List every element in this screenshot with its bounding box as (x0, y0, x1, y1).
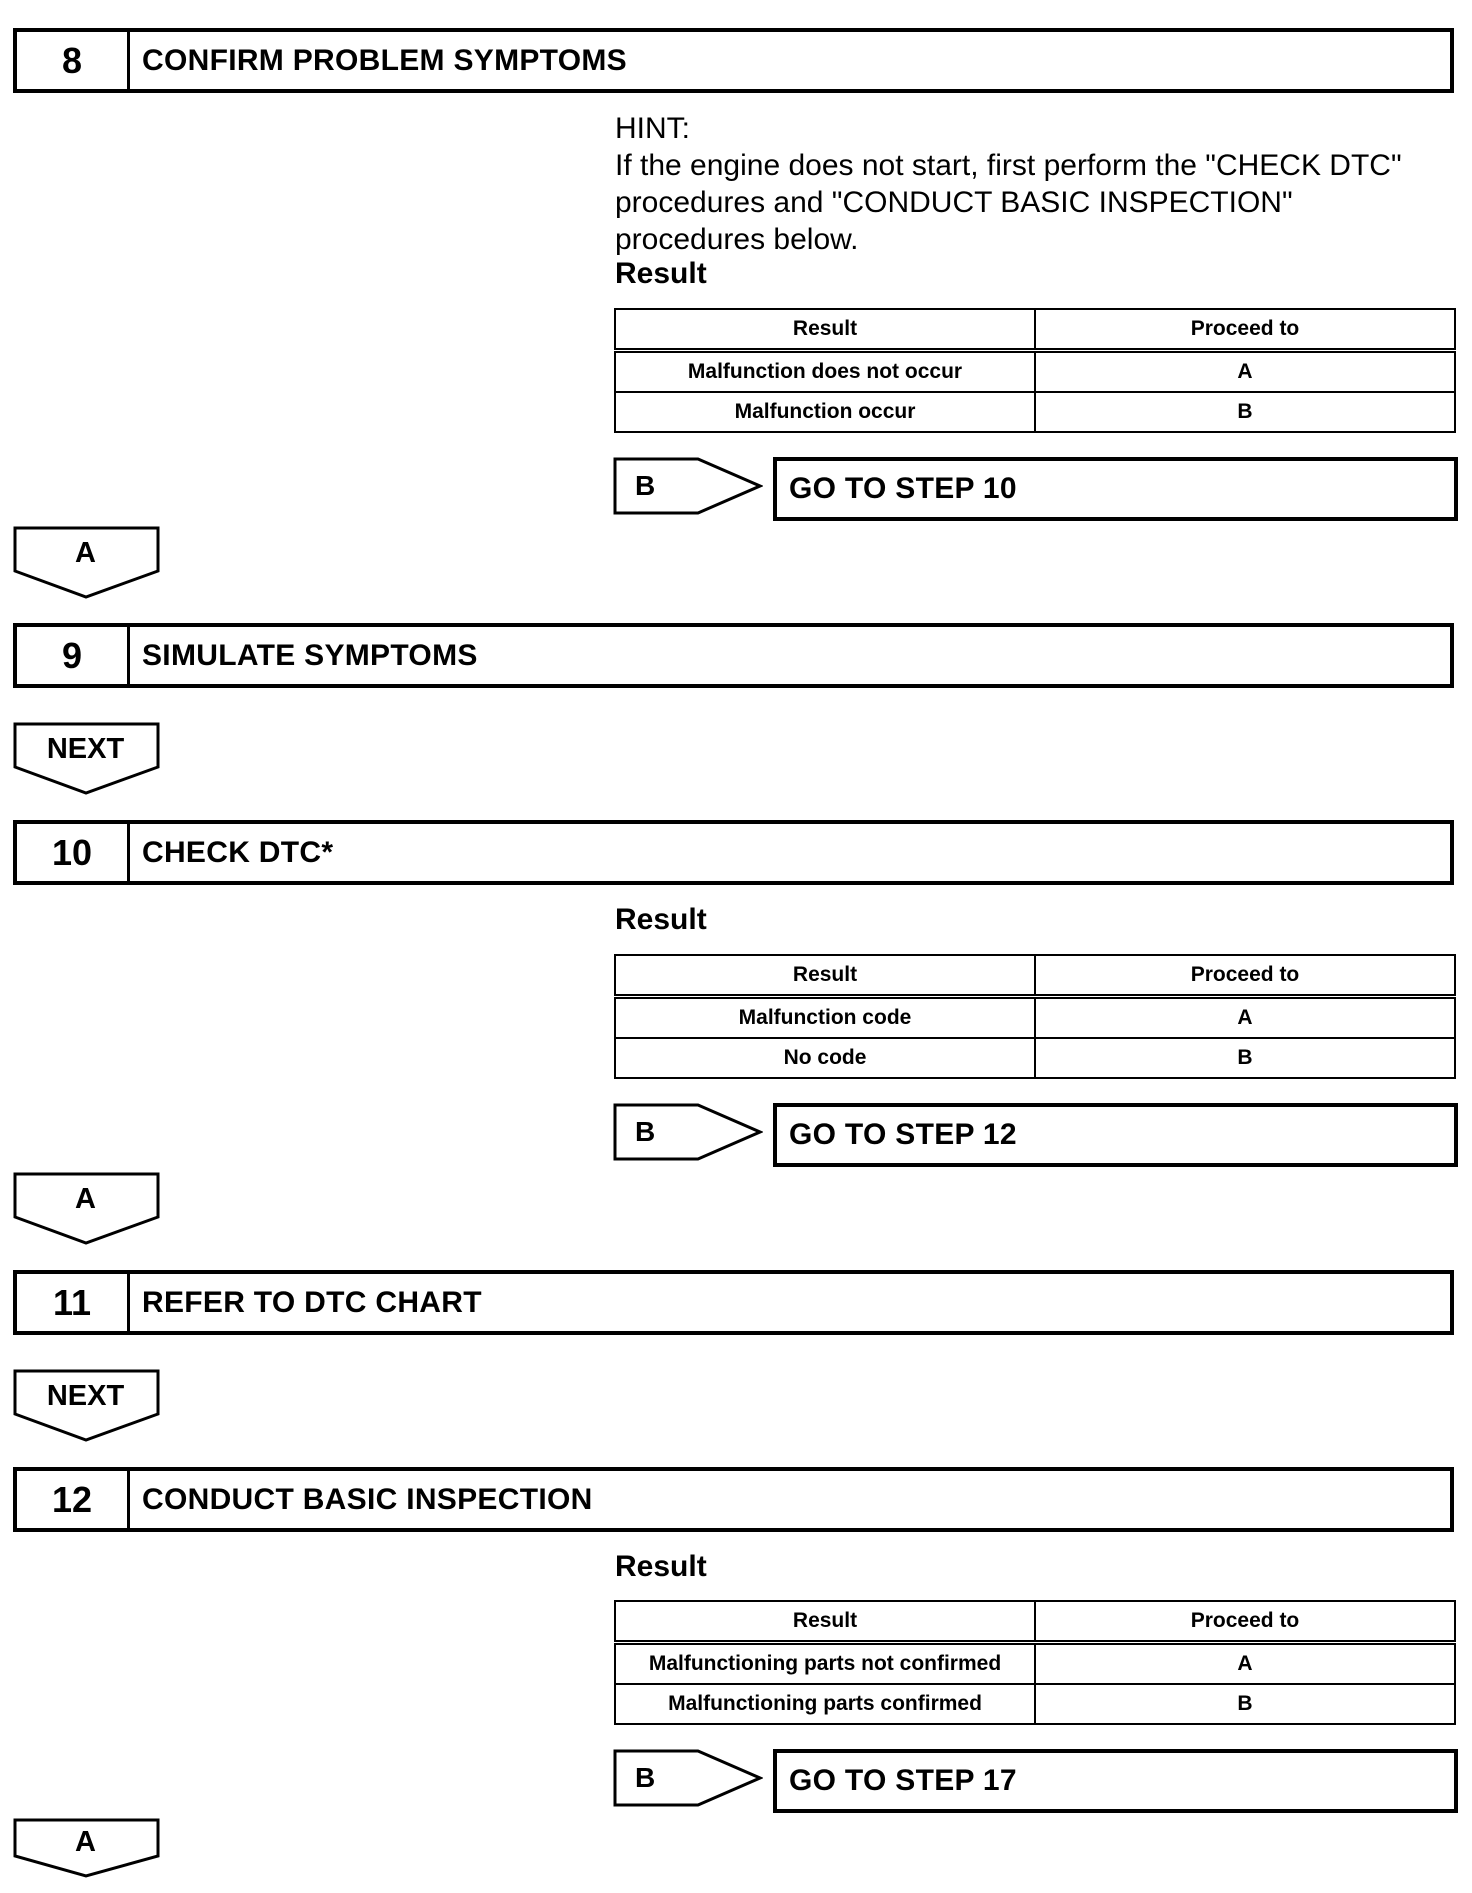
step-8-header (13, 28, 1454, 93)
table-row (615, 392, 1455, 432)
result-heading: Result (615, 1550, 707, 1583)
flow-label: A (75, 1183, 96, 1215)
result-cell: Malfunction does not occur (615, 351, 1035, 393)
hint-label: HINT: (615, 112, 690, 145)
table-row (615, 1643, 1455, 1685)
flow-label: NEXT (46, 733, 125, 765)
flow-label: A (75, 1826, 96, 1858)
step-number: 10 (17, 824, 130, 881)
step-title: CONDUCT BASIC INSPECTION (142, 1482, 593, 1516)
result-cell: No code (615, 1038, 1035, 1078)
proceed-cell: A (1035, 997, 1455, 1039)
table-row (615, 997, 1455, 1039)
step-number: 11 (17, 1274, 130, 1331)
result-cell: Malfunctioning parts confirmed (615, 1684, 1035, 1724)
result-cell: Malfunction code (615, 997, 1035, 1039)
branch-letter: B (635, 1116, 656, 1147)
go-to-step-box: GO TO STEP 10 (773, 457, 1458, 521)
branch-letter: B (635, 1762, 656, 1793)
proceed-cell: B (1035, 1038, 1455, 1078)
branch-b-step10 (613, 1103, 1458, 1167)
proceed-cell: A (1035, 1643, 1455, 1685)
result-cell: Malfunctioning parts not confirmed (615, 1643, 1035, 1685)
step-title: REFER TO DTC CHART (142, 1285, 482, 1319)
step-title: SIMULATE SYMPTOMS (142, 638, 478, 672)
flow-label: A (75, 537, 96, 569)
step-9-header (13, 623, 1454, 688)
result-table (614, 308, 1456, 433)
column-header: Proceed to (1035, 309, 1455, 351)
result-cell: Malfunction occur (615, 392, 1035, 432)
proceed-cell: B (1035, 1684, 1455, 1724)
go-to-step-box: GO TO STEP 12 (773, 1103, 1458, 1167)
step-10-header (13, 820, 1454, 885)
go-to-step-box: GO TO STEP 17 (773, 1749, 1458, 1813)
step-12-header (13, 1467, 1454, 1532)
proceed-cell: A (1035, 351, 1455, 393)
step-number: 12 (17, 1471, 130, 1528)
step-title: CHECK DTC* (142, 835, 334, 869)
branch-b-step12 (613, 1749, 1458, 1813)
table-row (615, 351, 1455, 393)
column-header: Proceed to (1035, 1601, 1455, 1643)
step-11-header (13, 1270, 1454, 1335)
flow-arrow-a (13, 526, 160, 601)
result-heading: Result (615, 903, 707, 936)
step-title: CONFIRM PROBLEM SYMPTOMS (142, 43, 627, 77)
column-header: Result (615, 955, 1035, 997)
flow-arrow-next (13, 1369, 160, 1444)
hint-block (615, 110, 1455, 258)
column-header: Result (615, 309, 1035, 351)
table-row (615, 1038, 1455, 1078)
proceed-cell: B (1035, 392, 1455, 432)
column-header: Proceed to (1035, 955, 1455, 997)
hint-line: procedures below. (615, 223, 859, 256)
result-table (614, 954, 1456, 1079)
flow-arrow-a (13, 1818, 160, 1893)
flow-arrow-a (13, 1172, 160, 1247)
table-row (615, 1684, 1455, 1724)
hint-line: procedures and "CONDUCT BASIC INSPECTION" (615, 186, 1293, 219)
branch-b-step8 (613, 457, 1458, 521)
column-header: Result (615, 1601, 1035, 1643)
flow-arrow-next (13, 722, 160, 797)
step-number: 8 (17, 32, 130, 89)
flow-label: NEXT (46, 1380, 125, 1412)
result-heading: Result (615, 257, 707, 290)
step-number: 9 (17, 627, 130, 684)
branch-letter: B (635, 470, 656, 501)
result-table (614, 1600, 1456, 1725)
hint-line: If the engine does not start, first perform the "CHECK DTC" (615, 149, 1402, 182)
